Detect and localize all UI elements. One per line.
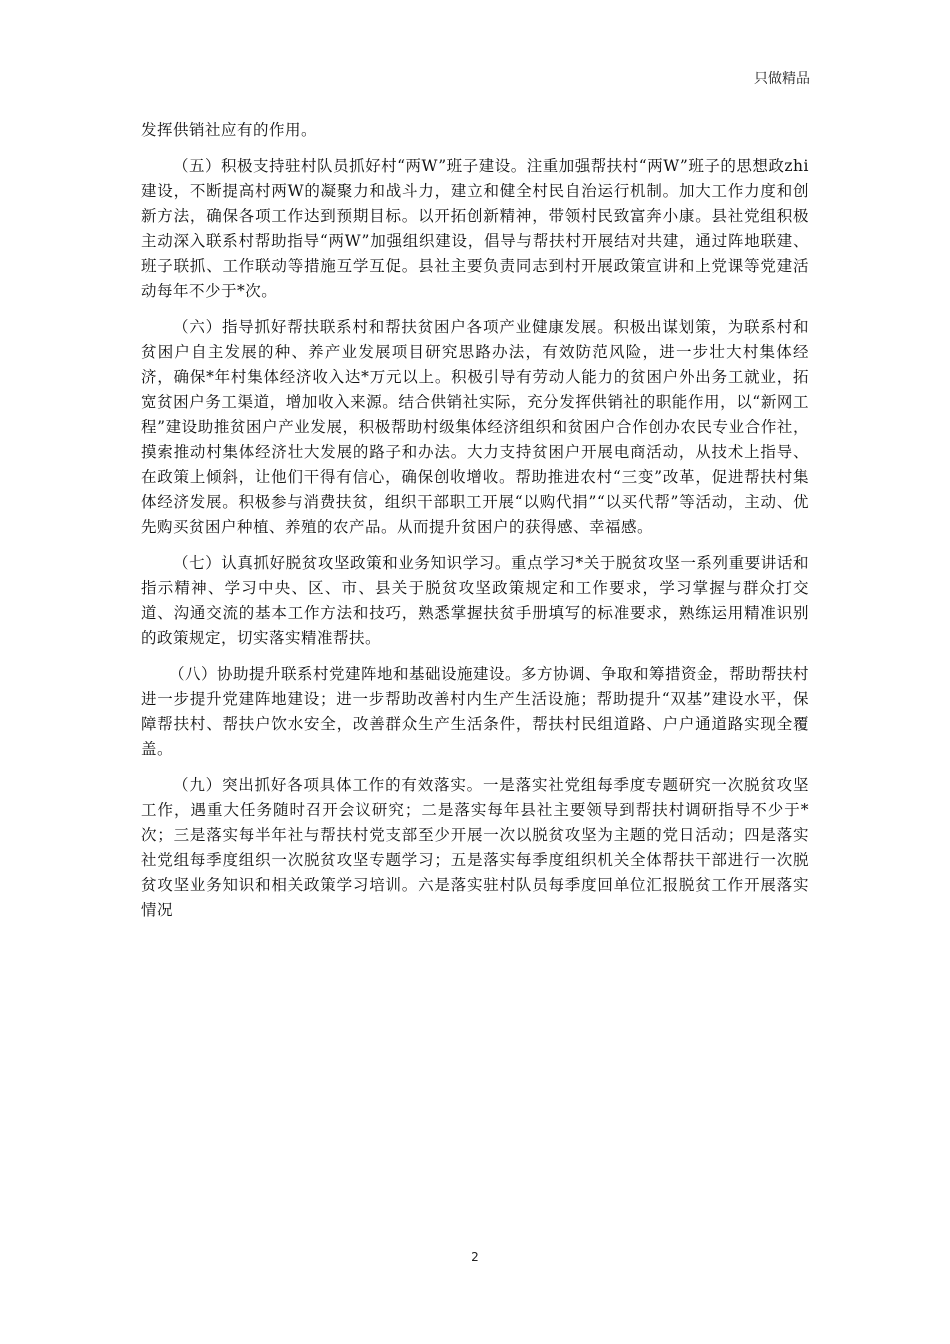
paragraph-item-5: （五）积极支持驻村队员抓好村“两W”班子建设。注重加强帮扶村“两W”班子的思想政zhi建设，不断提高村两W的凝聚力和战斗力，建立和健全村民自治运行机制。加大工作力度和创新方法，确保各项工作达到预期目标。以开拓创新精神，带领村民致富奔小康。县社党组积极主动深入联系村帮助指导“两W”加强组织建设，倡导与帮扶村开展结对共建，通过阵地联建、班子联抓、工作联动等措施互学互促。县社主要负责同志到村开展政策宣讲和上党课等党建活动每年不少于*次。 xyxy=(141,157,809,300)
page-number: 2 xyxy=(471,1250,479,1264)
header-note: 只做精品 xyxy=(754,71,810,87)
paragraph-item-6: （六）指导抓好帮扶联系村和帮扶贫困户各项产业健康发展。积极出谋划策，为联系村和贫困户自主发展的种、养产业发展项目研究思路办法，有效防范风险，进一步壮大村集体经济，确保*年村集体经济收入达*万元以上。积极引导有劳动人能力的贫困户外出务工就业，拓宽贫困户务工渠道，增加收入来源。结合供销社实际，充分发挥供销社的职能作用，以“新网工程”建设助推贫困户产业发展，积极帮助村级集体经济组织和贫困户合作创办农民专业合作社，摸索推动村集体经济壮大发展的路子和办法。大力支持贫困户开展电商活动，从技术上指导、在政策上倾斜，让他们干得有信心，确保创收增收。帮助推进农村“三变”改革，促进帮扶村集体经济发展。积极参与消费扶贫，组织干部职工开展“以购代捐”“以买代帮”等活动，主动、优先购买贫困户种植、养殖的农产品。从而提升贫困户的获得感、幸福感。 xyxy=(141,318,809,536)
paragraph-item-8: （八）协助提升联系村党建阵地和基础设施建设。多方协调、争取和筹措资金，帮助帮扶村进一步提升党建阵地建设；进一步帮助改善村内生产生活设施；帮助提升“双基”建设水平，保障帮扶村、帮扶户饮水安全，改善群众生产生活条件，帮扶村民组道路、户户通道路实现全覆盖。 xyxy=(141,665,810,758)
paragraph-item-7: （七）认真抓好脱贫攻坚政策和业务知识学习。重点学习*关于脱贫攻坚一系列重要讲话和指示精神、学习中央、区、市、县关于脱贫攻坚政策规定和工作要求，学习掌握与群众打交道、沟通交流的基本工作方法和技巧，熟悉掌握扶贫手册填写的标准要求，熟练运用精准识别的政策规定，切实落实精准帮扶。 xyxy=(141,554,809,647)
document-body xyxy=(141,118,809,934)
paragraph-item-9: （九）突出抓好各项具体工作的有效落实。一是落实社党组每季度专题研究一次脱贫攻坚工作，遇重大任务随时召开会议研究；二是落实每年县社主要领导到帮扶村调研指导不少于*次；三是落实每半年社与帮扶村党支部至少开展一次以脱贫攻坚为主题的党日活动；四是落实社党组每季度组织一次脱贫攻坚专题学习；五是落实每季度组织机关全体帮扶干部进行一次脱贫攻坚业务知识和相关政策学习培训。六是落实驻村队员每季度回单位汇报脱贫工作开展落实情况 xyxy=(141,776,809,919)
paragraph-continuation: 发挥供销社应有的作用。 xyxy=(141,121,318,139)
